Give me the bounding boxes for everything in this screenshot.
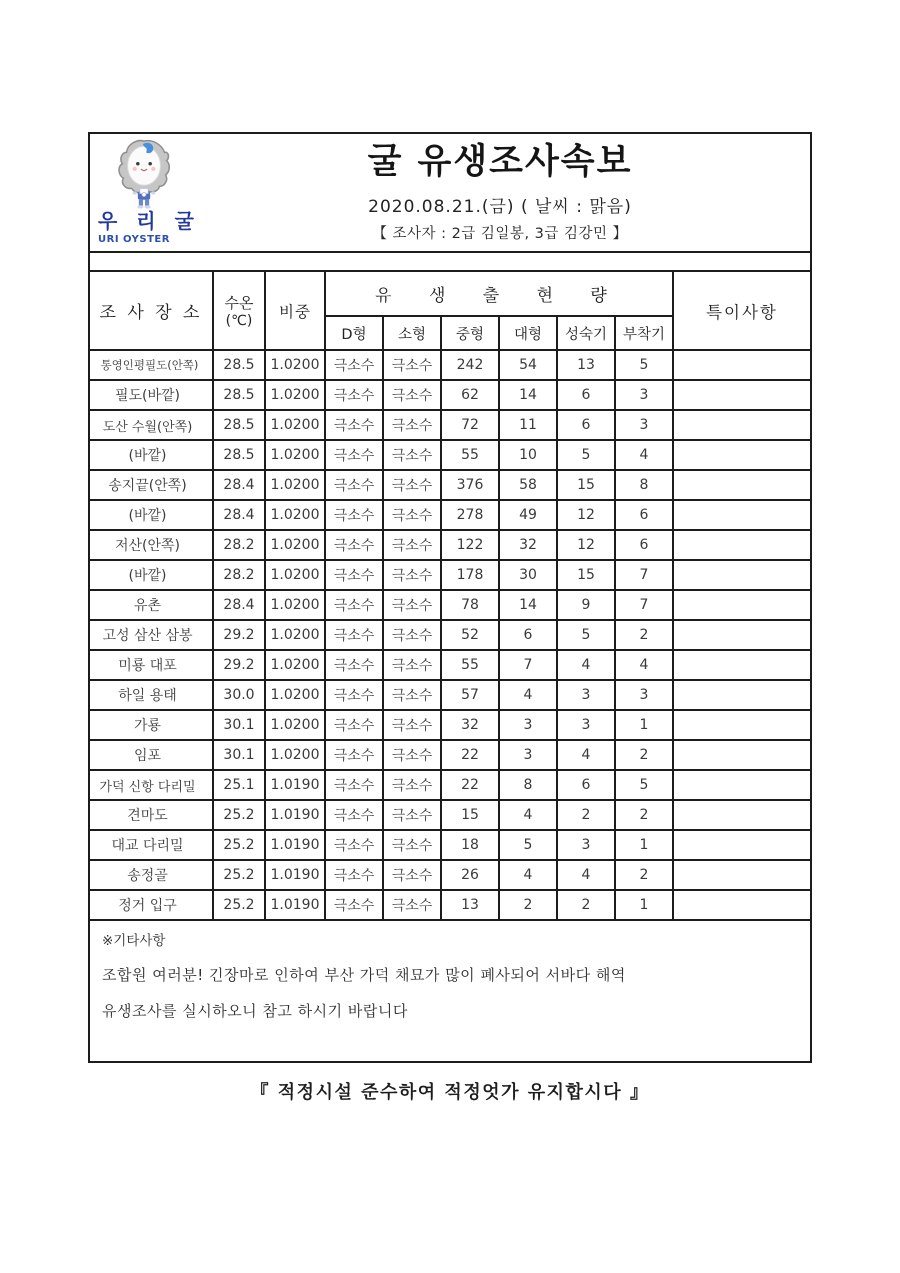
cell-attach: 6: [615, 530, 673, 560]
cell-mature: 9: [557, 590, 615, 620]
cell-temp: 30.1: [213, 740, 265, 770]
cell-location: 미룡 대포: [89, 650, 213, 680]
cell-location: (바깥): [89, 500, 213, 530]
cell-mature: 2: [557, 890, 615, 920]
cell-note: [673, 890, 811, 920]
cell-d-type: 극소수: [325, 620, 383, 650]
cell-note: [673, 350, 811, 380]
col-header-mature: 성숙기: [557, 316, 615, 350]
cell-note: [673, 770, 811, 800]
logo-korean-name: 우 리 굴: [98, 209, 200, 233]
table-row: [89, 800, 811, 830]
cell-temp: 30.0: [213, 680, 265, 710]
cell-temp: 28.5: [213, 410, 265, 440]
cell-location: 유촌: [89, 590, 213, 620]
cell-location: 임포: [89, 740, 213, 770]
date-line: 2020.08.21.(금) ( 날씨 : 맑음): [368, 196, 632, 217]
cell-small-type: 극소수: [383, 440, 441, 470]
table-row: [89, 680, 811, 710]
cell-note: [673, 440, 811, 470]
cell-large: 32: [499, 530, 557, 560]
cell-note: [673, 410, 811, 440]
cell-temp: 25.1: [213, 770, 265, 800]
cell-large: 30: [499, 560, 557, 590]
cell-mature: 2: [557, 800, 615, 830]
cell-d-type: 극소수: [325, 350, 383, 380]
cell-large: 2: [499, 890, 557, 920]
cell-attach: 5: [615, 350, 673, 380]
col-header-large: 대형: [499, 316, 557, 350]
cell-large: 6: [499, 620, 557, 650]
cell-note: [673, 620, 811, 650]
table-row: [89, 530, 811, 560]
cell-small-type: 극소수: [383, 680, 441, 710]
cell-mature: 13: [557, 350, 615, 380]
cell-mature: 3: [557, 680, 615, 710]
cell-large: 4: [499, 680, 557, 710]
cell-d-type: 극소수: [325, 380, 383, 410]
col-header-notes: 특이사항: [673, 271, 811, 350]
col-header-larvae-group: 유 생 출 현 량: [325, 271, 673, 316]
cell-mature: 15: [557, 470, 615, 500]
slogan: 『 적정시설 준수하여 적정엇가 유지합시다 』: [250, 1082, 650, 1103]
cell-temp: 28.4: [213, 590, 265, 620]
cell-attach: 1: [615, 830, 673, 860]
table-row: [89, 620, 811, 650]
cell-gravity: 1.0190: [265, 890, 325, 920]
cell-attach: 3: [615, 680, 673, 710]
cell-location: 견마도: [89, 800, 213, 830]
col-header-medium: 중형: [441, 316, 499, 350]
cell-temp: 28.4: [213, 470, 265, 500]
header-box: [88, 132, 812, 253]
cell-location: 하일 용태: [89, 680, 213, 710]
cell-d-type: 극소수: [325, 800, 383, 830]
cell-medium: 15: [441, 800, 499, 830]
cell-attach: 8: [615, 470, 673, 500]
cell-medium: 376: [441, 470, 499, 500]
cell-note: [673, 560, 811, 590]
cell-small-type: 극소수: [383, 410, 441, 440]
cell-medium: 22: [441, 770, 499, 800]
cell-d-type: 극소수: [325, 890, 383, 920]
cell-gravity: 1.0200: [265, 440, 325, 470]
cell-temp: 25.2: [213, 890, 265, 920]
surveyor-line: 【 조사자 : 2급 김일봉, 3급 김강민 】: [372, 225, 628, 242]
table-row: [89, 440, 811, 470]
table-row: [89, 410, 811, 440]
cell-d-type: 극소수: [325, 470, 383, 500]
cell-note: [673, 830, 811, 860]
table-row: [89, 830, 811, 860]
cell-gravity: 1.0200: [265, 410, 325, 440]
cell-location: 대교 다리밀: [89, 830, 213, 860]
cell-gravity: 1.0200: [265, 470, 325, 500]
cell-location: 도산 수월(안쪽): [89, 410, 213, 440]
cell-mature: 3: [557, 710, 615, 740]
cell-location: 정거 입구: [89, 890, 213, 920]
cell-medium: 26: [441, 860, 499, 890]
cell-note: [673, 590, 811, 620]
cell-d-type: 극소수: [325, 710, 383, 740]
cell-note: [673, 680, 811, 710]
cell-gravity: 1.0200: [265, 500, 325, 530]
cell-medium: 178: [441, 560, 499, 590]
cell-note: [673, 530, 811, 560]
table-row: [89, 500, 811, 530]
page-title: 굴 유생조사속보: [367, 142, 633, 182]
cell-attach: 5: [615, 770, 673, 800]
document: [88, 132, 812, 1104]
table-row: [89, 740, 811, 770]
cell-medium: 22: [441, 740, 499, 770]
cell-small-type: 극소수: [383, 860, 441, 890]
cell-mature: 15: [557, 560, 615, 590]
cell-attach: 2: [615, 800, 673, 830]
cell-small-type: 극소수: [383, 650, 441, 680]
cell-mature: 6: [557, 380, 615, 410]
table-row: [89, 770, 811, 800]
col-header-d-type: D형: [325, 316, 383, 350]
cell-attach: 2: [615, 860, 673, 890]
table-row: [89, 470, 811, 500]
cell-mature: 3: [557, 830, 615, 860]
col-header-gravity: 비중: [265, 271, 325, 350]
cell-note: [673, 500, 811, 530]
table-row: [89, 890, 811, 920]
cell-d-type: 극소수: [325, 530, 383, 560]
cell-medium: 13: [441, 890, 499, 920]
cell-temp: 30.1: [213, 710, 265, 740]
cell-temp: 28.2: [213, 530, 265, 560]
cell-location: 통영인평필도(안쪽): [89, 350, 213, 380]
cell-location: 송정골: [89, 860, 213, 890]
cell-small-type: 극소수: [383, 800, 441, 830]
cell-large: 14: [499, 590, 557, 620]
cell-large: 4: [499, 800, 557, 830]
cell-mature: 6: [557, 410, 615, 440]
cell-location: 고성 삼산 삼봉: [89, 620, 213, 650]
cell-large: 5: [499, 830, 557, 860]
cell-d-type: 극소수: [325, 560, 383, 590]
cell-gravity: 1.0190: [265, 800, 325, 830]
cell-temp: 28.5: [213, 440, 265, 470]
cell-large: 3: [499, 710, 557, 740]
cell-large: 8: [499, 770, 557, 800]
cell-medium: 72: [441, 410, 499, 440]
cell-location: 필도(바깥): [89, 380, 213, 410]
cell-d-type: 극소수: [325, 770, 383, 800]
col-header-temp: 수온 (℃): [213, 271, 265, 350]
table-row: [89, 590, 811, 620]
cell-gravity: 1.0190: [265, 830, 325, 860]
cell-location: 송지끝(안쪽): [89, 470, 213, 500]
cell-d-type: 극소수: [325, 440, 383, 470]
notes-box: [88, 921, 812, 1063]
cell-gravity: 1.0200: [265, 710, 325, 740]
cell-medium: 122: [441, 530, 499, 560]
cell-d-type: 극소수: [325, 740, 383, 770]
cell-mature: 5: [557, 620, 615, 650]
cell-mature: 5: [557, 440, 615, 470]
col-header-location: 조 사 장 소: [89, 271, 213, 350]
cell-temp: 28.5: [213, 350, 265, 380]
cell-large: 7: [499, 650, 557, 680]
table-row: [89, 650, 811, 680]
table-row: [89, 380, 811, 410]
cell-temp: 25.2: [213, 860, 265, 890]
table-header: [89, 271, 811, 350]
cell-gravity: 1.0200: [265, 680, 325, 710]
cell-medium: 55: [441, 440, 499, 470]
cell-d-type: 극소수: [325, 830, 383, 860]
cell-note: [673, 710, 811, 740]
cell-medium: 55: [441, 650, 499, 680]
cell-small-type: 극소수: [383, 890, 441, 920]
cell-gravity: 1.0200: [265, 530, 325, 560]
cell-large: 14: [499, 380, 557, 410]
cell-large: 10: [499, 440, 557, 470]
cell-note: [673, 860, 811, 890]
cell-large: 54: [499, 350, 557, 380]
cell-note: [673, 740, 811, 770]
cell-large: 58: [499, 470, 557, 500]
cell-large: 4: [499, 860, 557, 890]
oyster-mascot-icon: [112, 138, 176, 210]
cell-mature: 12: [557, 530, 615, 560]
cell-location: (바깥): [89, 440, 213, 470]
cell-gravity: 1.0190: [265, 770, 325, 800]
logo: [90, 134, 230, 251]
cell-note: [673, 380, 811, 410]
larvae-table-body: [89, 350, 811, 920]
cell-gravity: 1.0200: [265, 560, 325, 590]
cell-temp: 29.2: [213, 620, 265, 650]
cell-attach: 3: [615, 410, 673, 440]
cell-gravity: 1.0200: [265, 620, 325, 650]
cell-temp: 25.2: [213, 830, 265, 860]
cell-small-type: 극소수: [383, 620, 441, 650]
cell-small-type: 극소수: [383, 590, 441, 620]
cell-attach: 1: [615, 890, 673, 920]
cell-small-type: 극소수: [383, 500, 441, 530]
cell-small-type: 극소수: [383, 380, 441, 410]
cell-small-type: 극소수: [383, 830, 441, 860]
cell-small-type: 극소수: [383, 560, 441, 590]
cell-medium: 78: [441, 590, 499, 620]
cell-gravity: 1.0200: [265, 380, 325, 410]
cell-medium: 32: [441, 710, 499, 740]
cell-d-type: 극소수: [325, 860, 383, 890]
cell-mature: 4: [557, 650, 615, 680]
cell-note: [673, 800, 811, 830]
cell-d-type: 극소수: [325, 680, 383, 710]
cell-note: [673, 470, 811, 500]
table-row: [89, 860, 811, 890]
cell-medium: 62: [441, 380, 499, 410]
cell-attach: 6: [615, 500, 673, 530]
cell-attach: 1: [615, 710, 673, 740]
cell-large: 11: [499, 410, 557, 440]
header-text-block: [230, 134, 810, 251]
cell-temp: 28.4: [213, 500, 265, 530]
cell-small-type: 극소수: [383, 710, 441, 740]
cell-d-type: 극소수: [325, 500, 383, 530]
cell-small-type: 극소수: [383, 470, 441, 500]
cell-d-type: 극소수: [325, 410, 383, 440]
cell-mature: 12: [557, 500, 615, 530]
spacer-row: [88, 253, 812, 270]
cell-location: 가룡: [89, 710, 213, 740]
cell-attach: 4: [615, 650, 673, 680]
larvae-survey-table: [88, 270, 812, 921]
cell-temp: 29.2: [213, 650, 265, 680]
misc-title: ※기타사항: [102, 933, 166, 949]
cell-medium: 57: [441, 680, 499, 710]
cell-small-type: 극소수: [383, 740, 441, 770]
cell-medium: 18: [441, 830, 499, 860]
cell-mature: 6: [557, 770, 615, 800]
cell-mature: 4: [557, 740, 615, 770]
table-row: [89, 350, 811, 380]
col-header-small: 소형: [383, 316, 441, 350]
cell-location: 가덕 신항 다리밀: [89, 770, 213, 800]
cell-small-type: 극소수: [383, 350, 441, 380]
cell-attach: 3: [615, 380, 673, 410]
cell-temp: 28.2: [213, 560, 265, 590]
cell-medium: 242: [441, 350, 499, 380]
cell-small-type: 극소수: [383, 770, 441, 800]
cell-location: (바깥): [89, 560, 213, 590]
cell-location: 저산(안쪽): [89, 530, 213, 560]
cell-large: 49: [499, 500, 557, 530]
cell-note: [673, 650, 811, 680]
cell-attach: 2: [615, 620, 673, 650]
cell-temp: 25.2: [213, 800, 265, 830]
cell-medium: 278: [441, 500, 499, 530]
cell-d-type: 극소수: [325, 650, 383, 680]
cell-gravity: 1.0200: [265, 740, 325, 770]
cell-d-type: 극소수: [325, 590, 383, 620]
cell-attach: 7: [615, 590, 673, 620]
table-row: [89, 560, 811, 590]
logo-english-name: URI OYSTER: [98, 234, 170, 245]
cell-gravity: 1.0200: [265, 350, 325, 380]
cell-temp: 28.5: [213, 380, 265, 410]
cell-gravity: 1.0200: [265, 590, 325, 620]
cell-gravity: 1.0190: [265, 860, 325, 890]
cell-mature: 4: [557, 860, 615, 890]
cell-large: 3: [499, 740, 557, 770]
cell-gravity: 1.0200: [265, 650, 325, 680]
table-row: [89, 710, 811, 740]
cell-attach: 4: [615, 440, 673, 470]
cell-small-type: 극소수: [383, 530, 441, 560]
cell-attach: 7: [615, 560, 673, 590]
misc-line-1: 조합원 여러분! 긴장마로 인하여 부산 가덕 채묘가 많이 폐사되어 서바다 해역: [102, 966, 626, 984]
cell-medium: 52: [441, 620, 499, 650]
cell-attach: 2: [615, 740, 673, 770]
col-header-attach: 부착기: [615, 316, 673, 350]
misc-line-2: 유생조사를 실시하오니 참고 하시기 바랍니다: [102, 1002, 408, 1020]
